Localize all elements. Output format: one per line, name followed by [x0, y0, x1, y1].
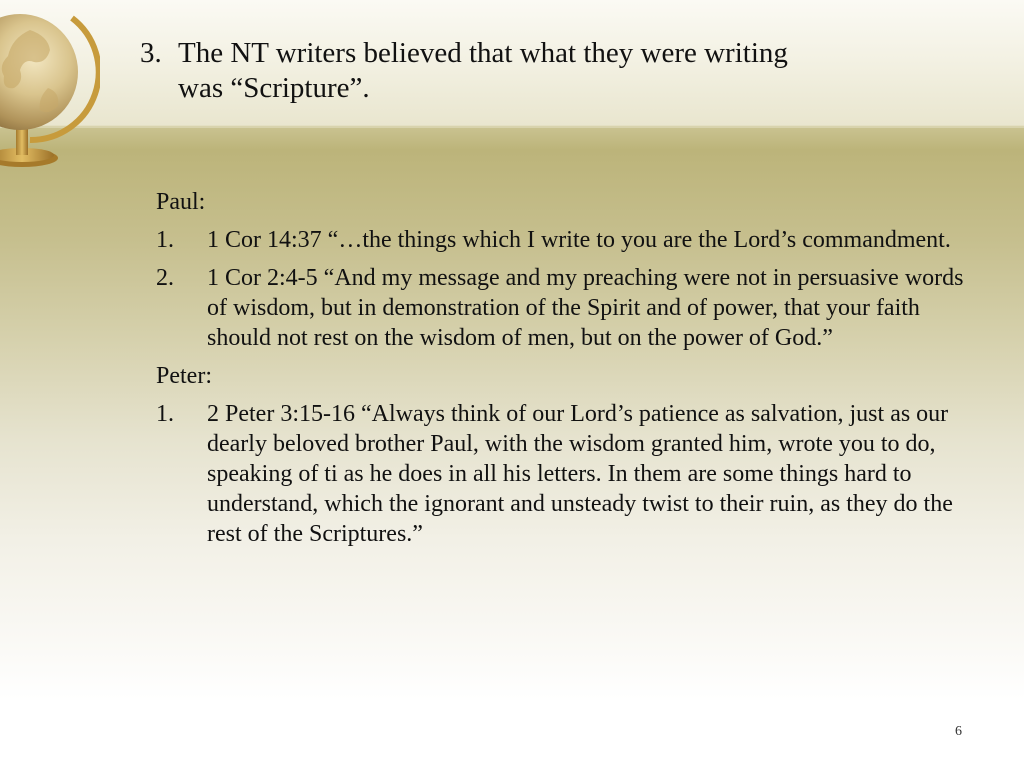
list-item: [156, 399, 976, 549]
title-divider: [0, 126, 1024, 128]
title-number: 3.: [140, 37, 162, 69]
slide-body: [156, 187, 976, 557]
list-item-text: 1 Cor 14:37 “…the things which I write to you are the Lord’s commandment.: [207, 227, 951, 253]
section-label-peter: Peter:: [156, 363, 212, 389]
list-marker: 1.: [156, 401, 174, 427]
globe-icon: [0, 0, 100, 175]
list-item-text: 1 Cor 2:4-5 “And my message and my preaching were not in persuasive words of wisdom, but in demonstration of the Spirit and of power, that your faith should not rest on the wisdom of men, but on the power of God.”: [207, 265, 964, 351]
page-number: 6: [955, 724, 962, 739]
slide-title: [140, 36, 940, 106]
title-line-1: The NT writers believed that what they were writing: [178, 37, 788, 69]
list-item: [156, 225, 976, 255]
list-item: [156, 263, 976, 353]
list-marker: 2.: [156, 265, 174, 291]
list-item-text: 2 Peter 3:15-16 “Always think of our Lord’s patience as salvation, just as our dearly beloved brother Paul, with the wisdom granted him, wrote you to do, speaking of ti as he does in all his letters. In them are some things hard to understand, which the ignorant and unsteady twist to their ruin, as they do the rest of the Scriptures.”: [207, 401, 953, 547]
title-line-2: was “Scripture”.: [178, 72, 370, 104]
section-label-paul: Paul:: [156, 189, 206, 215]
list-marker: 1.: [156, 227, 174, 253]
